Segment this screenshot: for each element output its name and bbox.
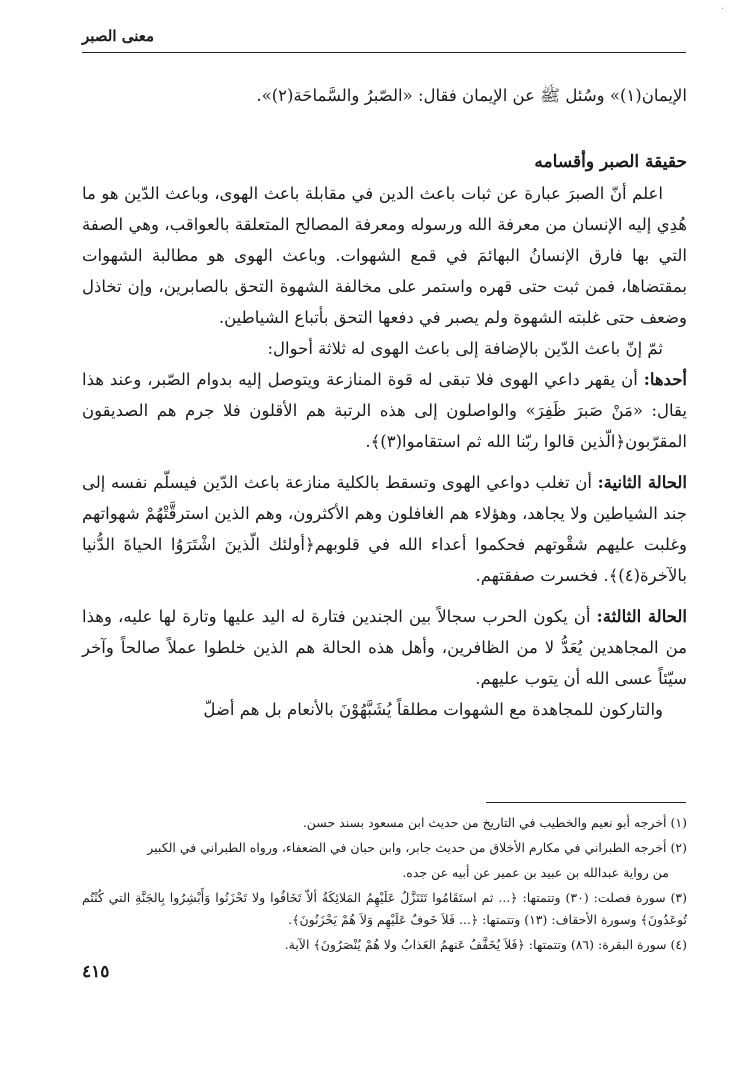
- paragraph-state-three: [82, 601, 687, 694]
- state-three-lead: الحالة الثالثة:: [596, 607, 687, 626]
- footnote-2-continued: من رواية عبدالله بن عبيد بن عمير عن أبيه عن جده.: [402, 865, 669, 880]
- state-two-text: أن تغلب دواعي الهوى وتسقط بالكلية منازعة باعث الدّين فيسلّم نفسه إلى جند الشياطين ولا يجاهد، وهؤلاء هم الغافلون وهم الأكثرون، وهم الذين استرقَّتْهُمْ شهواتهم وغلبت عليهم شقْوتهم فحكموا أعداء الله في قلوبهم﴿أولئك الّذينَ اشْتَرَوُا الحياةَ الدُّنيا بالآخرة(٤)﴾. فخسرت صفقتهم.: [82, 473, 687, 585]
- paragraph-state-one: [82, 364, 687, 457]
- state-two-lead: الحالة الثانية:: [597, 473, 687, 492]
- page-number: ٤١٥: [82, 962, 110, 982]
- paragraph-last: والتاركون للمجاهدة مع الشهوات مطلقاً يُشَبَّهُوْنَ بالأنعام بل هم أضلّ: [203, 700, 663, 719]
- paragraph-three-states: ثمّ إنّ باعث الدّين بالإضافة إلى باعث الهوى له ثلاثة أحوال:: [267, 339, 663, 358]
- footnote-1: (١) أخرجه أبو نعيم والخطيب في التاريخ من حديث ابن مسعود بسند حسن.: [302, 815, 687, 830]
- footnote-2: (٢) أخرجه الطبراني في مكارم الأخلاق من حديث جابر، وابن حبان في الضعفاء، ورواه الطبراني في الكبير: [147, 840, 687, 855]
- footnote-rule: [486, 802, 686, 803]
- footnote-4: (٤) سورة البقرة: (٨٦) وتتمتها: ﴿فَلاَ يُخَفَّفُ عَنهمُ العَذابُ ولا هُمْ يُنْصَرُونَ﴾ الآية.: [284, 937, 687, 952]
- paragraph-definition: اعلم أنّ الصبرَ عبارة عن ثبات باعث الدين في مقابلة باعث الهوى، وباعث الدّين هو ما هُدِي إليه الإنسان من معرفة الله ورسوله ومعرفة المصالح المتعلقة بالعواقب، وهي الصفة التي بها فارق الإنسانُ البهائمَ في قمع الشهوات. وباعث الهوى هو مطالبة الشهوات بمقتضاها، فمن ثبت حتى قهره واستمر على مخالفة الشهوة التحق بالصابرين، وإن تخاذل وضعف حتى غلبته الشهوة ولم يصبر في دفعها التحق بأتباع الشياطين.: [82, 184, 687, 327]
- footnote-3: (٣) سورة فصلت: (٣٠) وتتمتها: ﴿... ثم استَقَامُوا تَتَنَزَّلُ عَلَيْهِمُ المَلائِكَةُ ألاّ تَخَافُوا ولا تَحْزَنُوا وَأَبْشِرُوا بِالجَنَّةِ التي كُنْتُم تُوعَدُونَ﴾ وسورة الأحقاف: (١٣) وتتمتها: ﴿... فَلاَ خَوفٌ عَلَيْهِم وَلاَ هُمْ يَحْزَنُونَ﴾.: [82, 890, 687, 927]
- footnotes: [82, 812, 687, 959]
- main-text: [82, 80, 687, 725]
- opening-line: الإيمان(١)» وسُئل ﷺ عن الإيمان فقال: «الصّبرُ والسَّماحَة(٢)».: [256, 86, 687, 105]
- paragraph-state-two: [82, 467, 687, 591]
- state-one-text: أن يقهر داعي الهوى فلا تبقى له قوة المنازعة ويتوصل إليه بدوام الصّبر، وعند هذا يقال: «مَنْ صَبرَ ظَفِرَ» والواصلون إلى هذه الرتبة هم الأقلون فلا جرم هم الصديقون المقرّبون﴿الّذين قالوا ربّنا الله ثم استقاموا(٣)﴾.: [82, 370, 688, 451]
- header-rule: [82, 52, 686, 53]
- state-three-text: أن يكون الحرب سجالاً بين الجندين فتارة له اليد عليها وتارة لها عليه، وهذا من المجاهدين يُعَدُّ لا من الظافرين، وأهل هذه الحالة هم الذين خلطوا عملاً صالحاً وآخر سيّئاً عسى الله أن يتوب عليهم.: [82, 607, 687, 688]
- section-heading: حقيقة الصبر وأقسامه: [534, 152, 687, 172]
- state-one-lead: أحدها:: [643, 370, 687, 389]
- corner-mark: ·: [720, 4, 724, 15]
- running-header: معنى الصبر: [82, 27, 155, 45]
